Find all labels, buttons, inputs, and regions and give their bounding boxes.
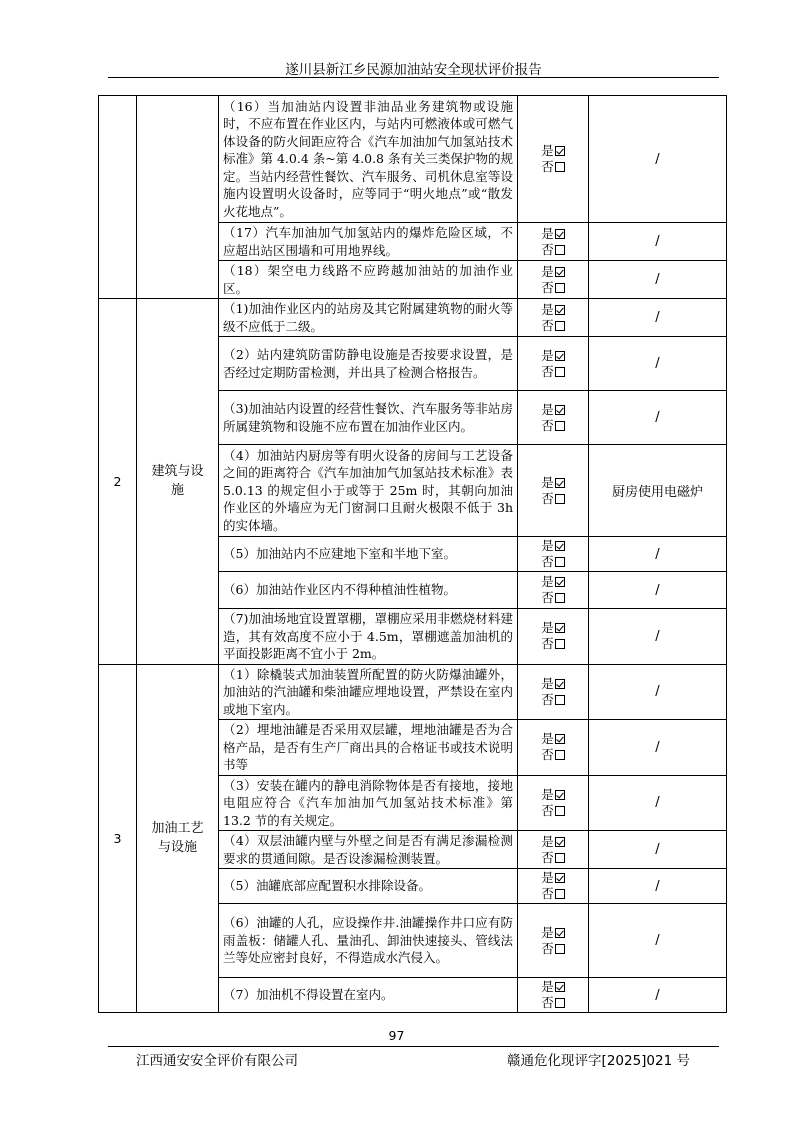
no-label: 否	[541, 363, 554, 379]
checklist-item-text: （3)加油站内设置的经营性餐饮、汽车服务等非站房所属建筑物和设施不应布置在加油作业区内。	[219, 391, 518, 445]
section-category: 建筑与设施	[137, 299, 219, 665]
footer-rule	[108, 1046, 719, 1047]
yes-checkbox-checked-icon	[555, 146, 565, 156]
no-checkbox-icon	[555, 283, 565, 293]
yes-label: 是	[541, 474, 554, 490]
compliance-check	[518, 96, 589, 223]
no-label: 否	[541, 317, 554, 333]
no-label: 否	[541, 417, 554, 433]
section-number: 3	[99, 664, 137, 1013]
yes-checkbox-checked-icon	[555, 478, 565, 488]
no-checkbox-icon	[555, 557, 565, 567]
remark-cell: /	[589, 572, 727, 609]
no-label: 否	[541, 636, 554, 652]
yes-checkbox-checked-icon	[555, 267, 565, 277]
yes-checkbox-checked-icon	[555, 928, 565, 938]
checklist-item-text: （5）油罐底部应配置积水排除设备。	[219, 869, 518, 904]
checklist-item-text: （16）当加油站内设置非油品业务建筑物或设施时，不应布置在作业区内，与站内可燃液体或可燃气体设备的防火间距应符合《汽车加油加气加氢站技术标准》第 4.0.4 条~第 4.0.8 条有关三类保护物的规定。当站内经营性餐饮、汽车服务、司机休息室等设施内设置明火设备时，应等同于“明火地点”或“散发火花地点”。	[219, 96, 518, 223]
remark-cell: /	[589, 96, 727, 223]
yes-label: 是	[541, 301, 554, 317]
yes-label: 是	[541, 574, 554, 589]
no-checkbox-icon	[555, 750, 565, 760]
no-checkbox-icon	[555, 367, 565, 377]
remark-cell: /	[589, 831, 727, 869]
yes-label: 是	[541, 347, 554, 363]
compliance-check	[518, 609, 589, 665]
yes-label: 是	[541, 731, 554, 747]
compliance-check	[518, 337, 589, 391]
no-label: 否	[541, 691, 554, 707]
no-label: 否	[541, 849, 554, 865]
yes-checkbox-checked-icon	[555, 982, 565, 992]
no-checkbox-icon	[555, 695, 565, 705]
no-checkbox-icon	[555, 806, 565, 816]
no-checkbox-icon	[555, 421, 565, 431]
compliance-check	[518, 775, 589, 831]
checklist-item-text: （17）汽车加油加气加氢站内的爆炸危险区域，不应超出站区围墙和可用地界线。	[219, 223, 518, 261]
no-checkbox-icon	[555, 593, 565, 603]
yes-checkbox-checked-icon	[555, 351, 565, 361]
checklist-body	[99, 96, 727, 1013]
yes-label: 是	[541, 620, 554, 636]
compliance-check	[518, 299, 589, 337]
compliance-check	[518, 869, 589, 904]
yes-label: 是	[541, 225, 554, 241]
checklist-item-text: （1）除橇装式加油装置所配置的防火防爆油罐外，加油站的汽油罐和柴油罐应埋地设置，严禁设在室内或地下室内。	[219, 664, 518, 720]
remark-cell: 厨房使用电磁炉	[589, 445, 727, 537]
checklist-item-text: （18）架空电力线路不应跨越加油站的加油作业区。	[219, 261, 518, 299]
remark-cell: /	[589, 978, 727, 1013]
remark-cell: /	[589, 261, 727, 299]
yes-label: 是	[541, 786, 554, 802]
checklist-row	[99, 96, 727, 223]
yes-checkbox-checked-icon	[555, 577, 565, 587]
yes-checkbox-checked-icon	[555, 734, 565, 744]
yes-label: 是	[541, 143, 554, 158]
no-label: 否	[541, 554, 554, 569]
checklist-item-text: （6）加油站作业区内不得种植油性植物。	[219, 572, 518, 609]
yes-checkbox-checked-icon	[555, 405, 565, 415]
no-label: 否	[541, 747, 554, 763]
checklist-item-text: （6）油罐的人孔，应设操作井.油罐操作井口应有防雨盖板：储罐人孔、量油孔、卸油快速接头、管线法兰等处应密封良好，不得造成水汽侵入。	[219, 904, 518, 978]
section-category: 加油工艺与设施	[137, 664, 219, 1013]
no-checkbox-icon	[555, 998, 565, 1008]
checklist-item-text: （3）安装在罐内的静电消除物体是否有接地，接地电阻应符合《汽车加油加气加氢站技术标准》第 13.2 节的有关规定。	[219, 775, 518, 831]
compliance-check	[518, 391, 589, 445]
no-checkbox-icon	[555, 889, 565, 899]
remark-cell: /	[589, 775, 727, 831]
yes-label: 是	[541, 833, 554, 849]
yes-checkbox-checked-icon	[555, 305, 565, 315]
no-label: 否	[541, 590, 554, 605]
compliance-check	[518, 537, 589, 572]
yes-checkbox-checked-icon	[555, 541, 565, 551]
no-label: 否	[541, 940, 554, 956]
checklist-row	[99, 664, 727, 720]
yes-label: 是	[541, 675, 554, 691]
checklist-item-text: （5）加油站内不应建地下室和半地下室。	[219, 537, 518, 572]
no-label: 否	[541, 995, 554, 1010]
footer-company: 江西通安安全评价有限公司	[136, 1053, 298, 1069]
remark-cell: /	[589, 223, 727, 261]
page-number: 97	[388, 1028, 405, 1043]
compliance-check	[518, 664, 589, 720]
section-number	[99, 96, 137, 299]
yes-checkbox-checked-icon	[555, 837, 565, 847]
yes-checkbox-checked-icon	[555, 623, 565, 633]
compliance-check	[518, 978, 589, 1013]
compliance-check	[518, 445, 589, 537]
safety-checklist-table	[98, 95, 727, 1013]
no-label: 否	[541, 802, 554, 818]
yes-label: 是	[541, 263, 554, 279]
yes-label: 是	[541, 401, 554, 417]
yes-checkbox-checked-icon	[555, 229, 565, 239]
no-checkbox-icon	[555, 162, 565, 172]
page-header-title: 遂川县新江乡民源加油站安全现状评价报告	[285, 62, 542, 78]
remark-cell: /	[589, 869, 727, 904]
compliance-check	[518, 572, 589, 609]
yes-checkbox-checked-icon	[555, 790, 565, 800]
remark-cell: /	[589, 391, 727, 445]
remark-cell: /	[589, 337, 727, 391]
section-number: 2	[99, 299, 137, 665]
yes-label: 是	[541, 870, 554, 885]
no-checkbox-icon	[555, 321, 565, 331]
yes-checkbox-checked-icon	[555, 679, 565, 689]
checklist-item-text: （4）加油站内厨房等有明火设备的房间与工艺设备之间的距离符合《汽车加油加气加氢站技术标准》表 5.0.13 的规定但小于或等于 25m 时，其朝向加油作业区的外墙应为无门窗洞口且耐火极限不低于 3h 的实体墙。	[219, 445, 518, 537]
checklist-item-text: （1)加油作业区内的站房及其它附属建筑物的耐火等级不应低于二级。	[219, 299, 518, 337]
no-label: 否	[541, 159, 554, 174]
compliance-check	[518, 720, 589, 776]
footer-report-code: 赣通危化现评字[2025]021 号	[507, 1053, 690, 1069]
compliance-check	[518, 831, 589, 869]
remark-cell: /	[589, 537, 727, 572]
yes-label: 是	[541, 538, 554, 553]
checklist-item-text: （4）双层油罐内壁与外壁之间是否有满足渗漏检测要求的贯通间隙。是否设渗漏检测装置。	[219, 831, 518, 869]
no-checkbox-icon	[555, 944, 565, 954]
checklist-item-text: （2）站内建筑防雷防静电设施是否按要求设置，是否经过定期防雷检测，并出具了检测合格报告。	[219, 337, 518, 391]
no-checkbox-icon	[555, 639, 565, 649]
no-checkbox-icon	[555, 853, 565, 863]
section-category	[137, 96, 219, 299]
remark-cell: /	[589, 609, 727, 665]
checklist-row	[99, 299, 727, 337]
header-rule	[108, 77, 719, 78]
no-label: 否	[541, 279, 554, 295]
checklist-item-text: （7)加油场地宜设置罩棚，罩棚应采用非燃烧材料建造，其有效高度不应小于 4.5m，罩棚遮盖加油机的平面投影距离不宜小于 2m。	[219, 609, 518, 665]
yes-checkbox-checked-icon	[555, 873, 565, 883]
compliance-check	[518, 904, 589, 978]
remark-cell: /	[589, 720, 727, 776]
remark-cell: /	[589, 299, 727, 337]
no-checkbox-icon	[555, 494, 565, 504]
remark-cell: /	[589, 664, 727, 720]
checklist-item-text: （7）加油机不得设置在室内。	[219, 978, 518, 1013]
no-label: 否	[541, 490, 554, 506]
no-label: 否	[541, 241, 554, 257]
compliance-check	[518, 223, 589, 261]
no-checkbox-icon	[555, 245, 565, 255]
remark-cell: /	[589, 904, 727, 978]
compliance-check	[518, 261, 589, 299]
no-label: 否	[541, 886, 554, 901]
yes-label: 是	[541, 979, 554, 994]
yes-label: 是	[541, 924, 554, 940]
checklist-item-text: （2）埋地油罐是否采用双层罐，埋地油罐是否为合格产品，是否有生产厂商出具的合格证书或技术说明书等	[219, 720, 518, 776]
